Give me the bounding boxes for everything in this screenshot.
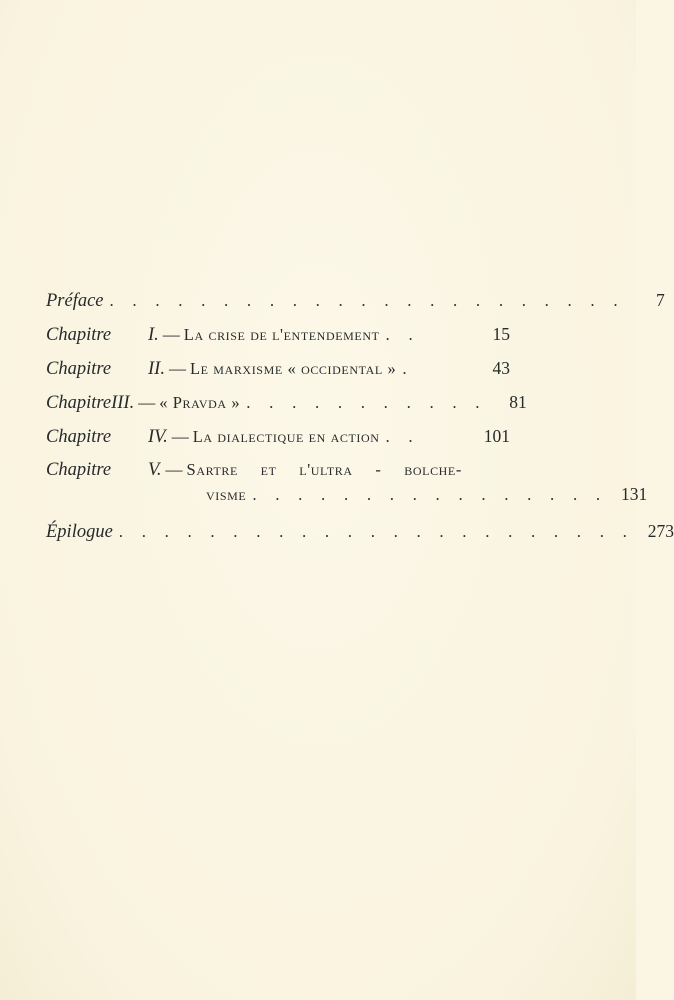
page-number: 43 (492, 358, 510, 378)
leader-dots: . . . . . . . . . . . . . . . . (252, 485, 608, 504)
dash: — (138, 393, 156, 412)
dash: — (171, 427, 189, 446)
page-number: 131 (621, 484, 648, 504)
chapter-title (187, 459, 510, 481)
leader-dots: . . (385, 427, 420, 446)
toc-entry-chapter-4 (46, 425, 510, 448)
page-number: 15 (492, 324, 510, 344)
dash: — (162, 325, 180, 344)
title-word: l'ultra (299, 460, 353, 479)
leader-dots: . . (385, 325, 420, 344)
leader-dots: . . . . . . . . . . . . . . . . . . . . . . . (109, 291, 625, 310)
title-word: et (260, 460, 277, 479)
chapter-title: « Pravda » (159, 393, 241, 412)
toc-label: Préface (46, 291, 104, 311)
title-word: Sartre (186, 460, 238, 479)
title-word: - (375, 460, 382, 479)
toc-entry-preface (46, 289, 665, 312)
leader-dots: . . . . . . . . . . . . . . . . . . . . . . . (118, 522, 635, 541)
chapter-title: La dialectique en action (192, 427, 380, 446)
toc-label: Chapitre (46, 393, 112, 413)
toc-label: Épilogue (46, 522, 113, 542)
chapter-title: La crise de l'entendement (183, 325, 380, 344)
toc-label: Chapitre (46, 460, 112, 480)
page-number: 7 (656, 290, 665, 310)
toc-entry-chapter-2 (46, 357, 510, 380)
chapter-numeral: V. (148, 460, 162, 480)
table-of-contents (46, 289, 674, 543)
toc-entry-chapter-3 (46, 391, 527, 414)
toc-label: Chapitre (46, 325, 112, 345)
toc-label: Chapitre (46, 427, 112, 447)
chapter-numeral: III. (111, 393, 135, 413)
toc-entry-epilogue (46, 520, 674, 543)
toc-entry-chapter-1 (46, 323, 510, 346)
page-number: 101 (483, 426, 510, 446)
chapter-numeral: IV. (148, 427, 168, 447)
title-word: bolche- (404, 460, 462, 479)
chapter-numeral: I. (148, 325, 159, 345)
page-number: 81 (509, 392, 527, 412)
dash: — (165, 460, 183, 479)
chapter-numeral: II. (148, 359, 165, 379)
chapter-title-continued: visme (206, 485, 247, 504)
toc-entry-chapter-5 (46, 459, 648, 506)
chapter-title: Le marxisme « occidental » (189, 359, 397, 378)
leader-dots: . (402, 359, 414, 378)
leader-dots: . . . . . . . . . . . (246, 393, 487, 412)
toc-label: Chapitre (46, 359, 112, 379)
page-number: 273 (647, 521, 674, 541)
dash: — (168, 359, 186, 378)
